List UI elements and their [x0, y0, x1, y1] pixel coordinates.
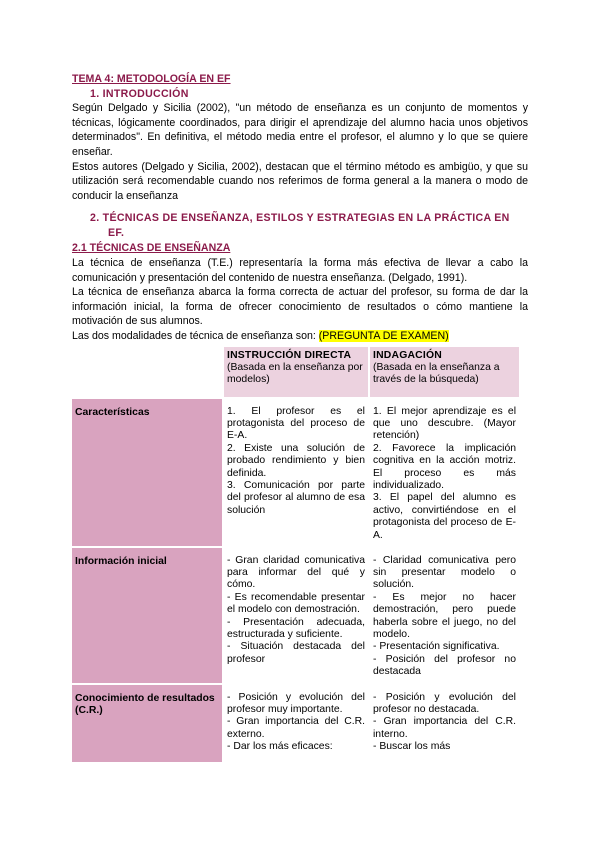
- cell-item: - Presentación adecuada, estructurada y suficiente.: [227, 616, 365, 640]
- table-cell: [224, 399, 368, 546]
- col-header-instruccion-directa: [224, 347, 368, 397]
- col-header-indagacion: [370, 347, 519, 397]
- cell-item: - Dar los más eficaces:: [227, 741, 333, 753]
- table-header-row: [72, 347, 519, 397]
- cell-item: - Posición del profesor no destacada: [373, 653, 516, 678]
- col-header-subtitle: (Basada en la enseñanza a través de la búsqueda): [373, 361, 500, 386]
- cell-item: - Es recomendable presentar el modelo con demostración.: [227, 591, 365, 616]
- cell-item: 2. Existe una solución de probado rendimiento y bien definida.: [227, 442, 365, 479]
- section-heading-introduccion: 1. INTRODUCCIÓN: [90, 87, 189, 100]
- row-label: Información inicial: [72, 548, 222, 683]
- paragraph: La técnica de enseñanza abarca la forma correcta de actuar del profesor, su forma de dar la información inicial, la forma de ofrecer conocimiento de resultados o cómo mantiene la motivación de sus alumnos.: [72, 286, 528, 328]
- cell-item: 1. El profesor es el protagonista del proceso de E-A.: [227, 405, 365, 442]
- paragraph-intro: [72, 329, 528, 344]
- cell-item: 3. El papel del alumno es activo, convirtiéndose en el protagonista del proceso de E-A.: [373, 492, 516, 541]
- table-cell: [370, 685, 519, 762]
- row-label: Características: [72, 399, 222, 546]
- document-title: TEMA 4: METODOLOGÍA EN EF: [72, 73, 231, 85]
- col-header-subtitle: (Basada en la enseñanza por modelos): [227, 361, 363, 386]
- cell-item: 1. El mejor aprendizaje es el que uno descubre. (Mayor retención): [373, 405, 516, 442]
- col-header-title: INSTRUCCIÓN DIRECTA: [227, 349, 352, 361]
- table-cell: [224, 685, 368, 762]
- cell-item: - Gran claridad comunicativa para informar del qué y cómo.: [227, 554, 365, 591]
- cell-item: - Posición y evolución del profesor muy importante.: [227, 691, 365, 715]
- cell-item: - Es mejor no hacer demostración, pero puede haberla sobre el juego, no del modelo.: [373, 591, 516, 640]
- table-cell: [370, 399, 519, 546]
- table-row: [72, 685, 519, 762]
- document-page: [72, 70, 528, 764]
- row-label: Conocimiento de resultados (C.R.): [72, 685, 222, 762]
- cell-item: - Buscar los más: [373, 741, 451, 753]
- table-row: [72, 399, 519, 546]
- section-heading-tecnicas: 2. TÉCNICAS DE ENSEÑANZA, ESTILOS Y ESTRATEGIAS EN LA PRÁCTICA EN EF.: [90, 212, 510, 240]
- cell-item: - Gran importancia del C.R. externo.: [227, 716, 365, 740]
- table-row: [72, 548, 519, 683]
- techniques-table: [70, 345, 521, 764]
- paragraph: La técnica de enseñanza (T.E.) representaría la forma más efectiva de llevar a cabo la comunicación y presentación del contenido de nuestra enseñanza. (Delgado, 1991).: [72, 256, 528, 284]
- table-cell: [370, 548, 519, 683]
- cell-item: 2. Favorece la implicación cognitiva en la acción motriz. El proceso es más individualizado.: [373, 442, 516, 491]
- subsection-heading: 2.1 TÉCNICAS DE ENSEÑANZA: [72, 242, 231, 255]
- cell-item: - Posición y evolución del profesor no destacada.: [373, 691, 516, 715]
- cell-item: 3. Comunicación por parte del profesor al alumno de esa solución: [227, 479, 365, 516]
- cell-item: - Gran importancia del C.R. interno.: [373, 716, 516, 740]
- cell-item: - Presentación significativa.: [373, 641, 500, 653]
- col-header-title: INDAGACIÓN: [373, 349, 442, 361]
- table-corner-cell: [72, 347, 222, 397]
- intro-text: Las dos modalidades de técnica de enseñanza son:: [72, 329, 319, 342]
- paragraph: Estos autores (Delgado y Sicilia, 2002), destacan que el término método es ambigüo, y que su utilización será recomendable cuando nos referimos de forma general a la manera o modo de conducir la enseñanza: [72, 160, 528, 202]
- paragraph: Según Delgado y Sicilia (2002), "un método de enseñanza es un conjunto de momentos y técnicas, lógicamente coordinados, para dirigir el aprendizaje del alumno hacia unos objetivos determinados". En definitiva, el método media entre el profesor, el alumno y lo que se quiere enseñar.: [72, 102, 528, 158]
- exam-highlight: (PREGUNTA DE EXAMEN): [318, 329, 449, 342]
- table-cell: [224, 548, 368, 683]
- cell-item: - Situación destacada del profesor: [227, 641, 365, 665]
- cell-item: - Claridad comunicativa pero sin presentar modelo o solución.: [373, 554, 516, 591]
